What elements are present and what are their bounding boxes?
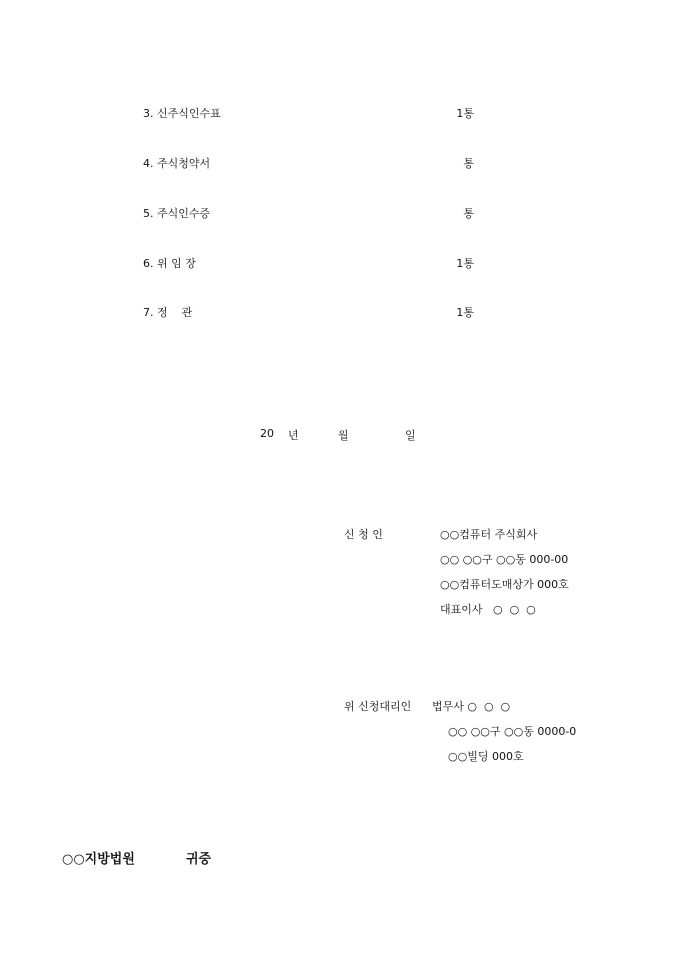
attachment-item-7-label: 7. 정 관 [143,306,193,319]
agent-address-detail: ○○빌딩 000호 [448,750,524,763]
applicant-company: ○○컴퓨터 주식회사 [440,528,538,541]
court-name: ○○지방법원 [62,852,135,867]
court-honorific: 귀중 [186,852,212,867]
attachment-item-5-count: 통 [463,207,474,220]
attachment-item-3-count: 1통 [456,107,474,120]
agent-label: 위 신청대리인 [344,700,412,713]
date-month-unit: 월 [338,429,349,442]
applicant-representative: 대표이사 ○ ○ ○ [440,603,536,616]
date-day-unit: 일 [405,429,416,442]
attachment-item-6-label: 6. 위 임 장 [143,257,196,270]
applicant-label: 신 청 인 [344,528,383,541]
date-year-unit: 년 [288,429,299,442]
attachment-item-5-label: 5. 주식인수증 [143,207,211,220]
date-year: 20 [260,427,274,440]
applicant-address-detail: ○○컴퓨터도매상가 000호 [440,578,569,591]
attachment-item-7-count: 1통 [456,306,474,319]
attachment-item-4-label: 4. 주식청약서 [143,157,211,170]
attachment-item-4-count: 통 [463,157,474,170]
agent-title: 법무사 ○ ○ ○ [432,700,511,713]
attachment-item-3-label: 3. 신주식인수표 [143,107,221,120]
applicant-address: ○○ ○○구 ○○동 000-00 [440,553,569,566]
agent-address: ○○ ○○구 ○○동 0000-0 [448,725,577,738]
attachment-item-6-count: 1통 [456,257,474,270]
